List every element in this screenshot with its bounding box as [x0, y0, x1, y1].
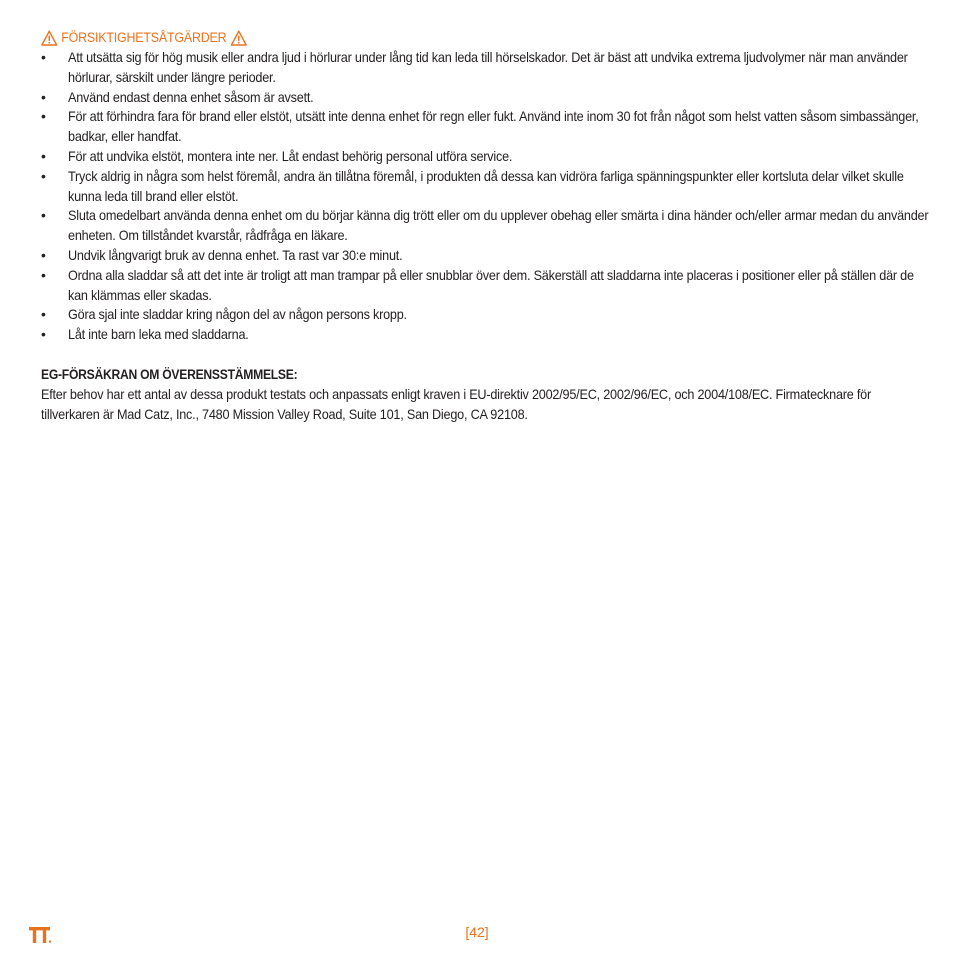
bullet-icon: • — [41, 207, 46, 224]
list-item-text: För att undvika elstöt, montera inte ner. Låt endast behörig personal utföra service. — [68, 147, 513, 164]
list-item — [41, 167, 907, 207]
page-number: [42] — [465, 924, 489, 940]
caution-heading-text: FÖRSIKTIGHETSÅTGÄRDER — [61, 30, 227, 45]
bullet-icon: • — [41, 167, 46, 184]
warning-triangle-icon — [230, 30, 247, 46]
list-item — [41, 266, 914, 306]
precautions-list — [41, 48, 929, 345]
list-item-text: Göra sjal inte sladdar kring någon del av någon persons kropp. — [68, 306, 407, 323]
bullet-icon: • — [41, 306, 46, 323]
document-body — [41, 28, 929, 424]
warning-triangle-icon — [41, 30, 58, 46]
list-item-text: Tryck aldrig in några som helst föremål, andra än tillåtna föremål, i produkten då dessa kan vidröra farliga spänningspunkter eller kortsluta delar vilket skulle kunna leda till brand eller elstöt. — [68, 167, 904, 204]
list-item-text: För att förhindra fara för brand eller elstöt, utsätt inte denna enhet för regn eller fukt. Använd inte inom 30 fot från något som helst vatten såsom simbassänger, badkar, eller handfat. — [68, 108, 919, 145]
list-item-text: Sluta omedelbart använda denna enhet om du börjar känna dig trött eller om du upplever obehag eller smärta i dina händer och/eller armar medan du använder enheten. Om tillståndet kvarstår, rådfråga en läkare. — [68, 207, 929, 244]
list-item — [41, 325, 907, 345]
list-item — [41, 107, 919, 147]
declaration-text: Efter behov har ett antal av dessa produkt testats och anpassats enligt kraven i EU-direktiv 2002/95/EC, 2002/96/EC, och 2004/108/EC. Firmatecknare för tillverkaren är Mad Catz, Inc., 7480 Mission Valley Road, Suite 101, San Diego, CA 92108. — [41, 385, 871, 422]
list-item — [41, 48, 907, 88]
list-item-text: Använd endast denna enhet såsom är avsett. — [68, 88, 314, 105]
bullet-icon: • — [41, 147, 46, 164]
list-item-text: Ordna alla sladdar så att det inte är troligt att man trampar på eller snubblar över dem. Säkerställ att sladdarna inte placeras i positioner eller på ställen där de kan klämmas eller skadas. — [68, 266, 914, 303]
bullet-icon: • — [41, 88, 46, 105]
bullet-icon: • — [41, 266, 46, 283]
list-item-text: Undvik långvarigt bruk av denna enhet. Ta rast var 30:e minut. — [68, 246, 403, 263]
declaration-title: EG-FÖRSÄKRAN OM ÖVERENSSTÄMMELSE: — [41, 366, 298, 382]
list-item — [41, 305, 907, 325]
list-item — [41, 88, 907, 108]
list-item-text: Låt inte barn leka med sladdarna. — [68, 326, 249, 343]
tritton-logo-icon — [29, 927, 51, 943]
list-item — [41, 246, 907, 266]
bullet-icon: • — [41, 246, 46, 263]
bullet-icon: • — [41, 49, 46, 65]
bullet-icon: • — [41, 108, 46, 125]
caution-heading — [41, 28, 838, 48]
list-item-text: Att utsätta sig för hög musik eller andra ljud i hörlurar under lång tid kan leda till hörselskador. Det är bäst att undvika extrema ljudvolymer när man använder hörlurar, särskilt under längre perioder. — [68, 49, 908, 85]
bullet-icon: • — [41, 326, 46, 343]
list-item — [41, 147, 907, 167]
list-item — [41, 206, 929, 246]
